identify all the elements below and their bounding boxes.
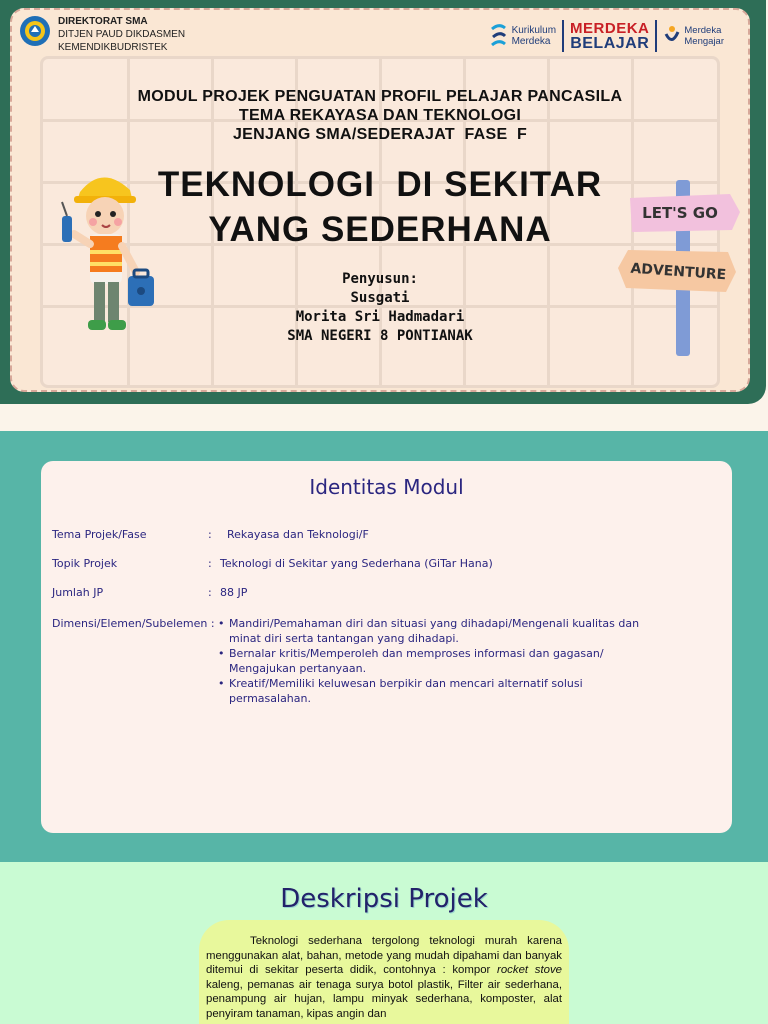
dimensi-list	[217, 616, 647, 706]
lets-go-adventure-signpost-icon	[618, 180, 746, 360]
identity-colon: :	[208, 528, 212, 541]
cover-card	[10, 8, 750, 392]
identity-value: Rekayasa dan Teknologi/F	[220, 528, 369, 541]
merdeka-belajar-logo	[570, 21, 649, 51]
kurikulum-text: Kurikulum	[511, 25, 557, 36]
identity-label: Tema Projek/Fase	[52, 528, 147, 541]
list-item: • Bernalar kritis/Memperoleh dan memproses informasi dan gagasan/ Mengajukan pertanyaan.	[217, 646, 647, 676]
main-title-line-2: YANG SEDERHANA	[208, 210, 552, 249]
deskripsi-section	[0, 862, 768, 1024]
dimensi-label: Dimensi/Elemen/Subelemen :	[52, 617, 215, 630]
deskripsi-box	[199, 920, 569, 1024]
list-item: • Kreatif/Memiliki keluwesan berpikir dan mencari alternatif solusi permasalahan.	[217, 676, 647, 706]
merdeka-mengajar-text-2: Mengajar	[684, 36, 724, 47]
deskripsi-text-2: kaleng, pemanas air tenaga surya botol plastik, Filter air sederhana, penampung air hujan, lampu minyak sederhana, komposter, alat penyiram tanaman, kipas angin dan	[206, 978, 562, 1020]
merdeka-word: MERDEKA	[570, 20, 650, 37]
kurikulum-merdeka-icon	[489, 23, 509, 49]
list-item: • Mandiri/Pemahaman diri dan situasi yang dihadapi/Mengenali kualitas dan minat diri serta tantangan yang dihadapi.	[217, 616, 647, 646]
main-title-line-1: TEKNOLOGI DI SEKITAR	[157, 165, 603, 204]
merdeka-text: Merdeka	[511, 36, 551, 47]
merdeka-mengajar-text-1: Merdeka	[684, 25, 722, 36]
merdeka-mengajar-icon	[663, 24, 681, 48]
tut-wuri-handayani-logo-icon	[20, 16, 50, 46]
org-name: DIREKTORAT SMA	[58, 16, 148, 27]
identity-colon: :	[208, 586, 212, 599]
module-line-1: MODUL PROJEK PENGUATAN PROFIL PELAJAR PANCASILA	[137, 88, 623, 105]
identitas-card	[41, 461, 732, 833]
org-ministry: KEMENDIKBUDRISTEK	[58, 42, 168, 53]
identity-label: Jumlah JP	[52, 586, 104, 599]
sign-lets-go-text: LET'S GO	[642, 204, 718, 222]
author-name: Morita Sri Hadmadari	[295, 309, 465, 325]
merdeka-mengajar-logo	[663, 24, 724, 48]
identitas-title: Identitas Modul	[309, 475, 464, 499]
author-name: Susgati	[350, 290, 410, 306]
belajar-word: BELAJAR	[570, 35, 650, 52]
identitas-section	[0, 431, 768, 862]
brand-separator	[562, 20, 564, 52]
deskripsi-text-italic: rocket stove	[497, 964, 562, 977]
construction-worker-illustration-icon	[50, 162, 160, 344]
cover-slide	[0, 0, 766, 404]
identity-value: 88 JP	[220, 586, 248, 599]
brand-separator-2	[655, 20, 657, 52]
identity-value: Teknologi di Sekitar yang Sederhana (GiTar Hana)	[220, 557, 493, 570]
identity-label: Topik Projek	[52, 557, 118, 570]
module-line-3: JENJANG SMA/SEDERAJAT FASE F	[232, 126, 528, 143]
author-heading: Penyusun:	[342, 271, 418, 287]
identity-colon: :	[208, 557, 212, 570]
deskripsi-title: Deskripsi Projek	[280, 884, 488, 914]
brand-logos	[489, 20, 724, 52]
org-subtitle: DITJEN PAUD DIKDASMEN	[58, 29, 186, 40]
module-heading	[12, 87, 748, 144]
school-name: SMA NEGERI 8 PONTIANAK	[287, 328, 473, 344]
deskripsi-paragraph	[206, 934, 562, 1022]
sign-adventure-text: ADVENTURE	[629, 260, 727, 284]
deskripsi-text-1: Teknologi sederhana tergolong teknologi murah karena menggunakan alat, bahan, metode yang mudah dipahami dan banyak ditemui di sekitar peserta didik, contohnya : kompor	[206, 935, 562, 977]
kurikulum-merdeka-logo	[489, 23, 556, 49]
module-line-2: TEMA REKAYASA DAN TEKNOLOGI	[238, 107, 522, 124]
organization-header	[20, 15, 185, 54]
